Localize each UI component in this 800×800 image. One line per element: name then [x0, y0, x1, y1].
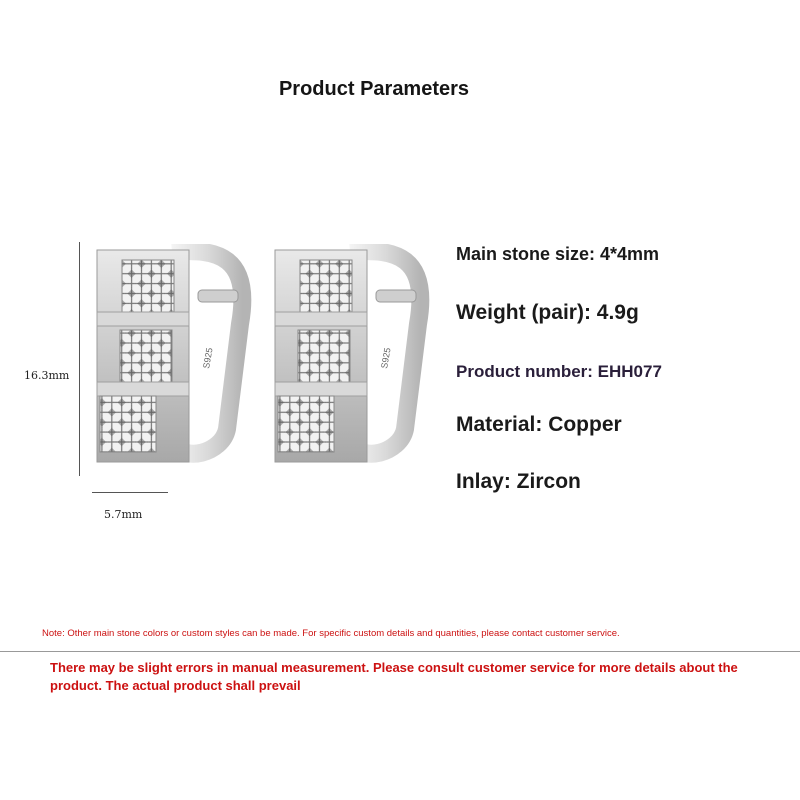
- width-dimension-label: 5.7mm: [104, 508, 143, 521]
- earring-right-image: [270, 244, 430, 474]
- page-title: Product Parameters: [278, 78, 470, 100]
- param-main-stone-size: Main stone size: 4*4mm: [456, 244, 660, 264]
- divider: [0, 651, 800, 652]
- width-dimension-line: [92, 492, 168, 493]
- param-product-number: Product number: EHH077: [456, 362, 662, 381]
- height-dimension-label: 16.3mm: [24, 369, 70, 382]
- earring-left-image: [92, 244, 252, 474]
- svg-text:S925: S925: [379, 346, 393, 370]
- svg-text:S925: S925: [201, 346, 215, 370]
- height-dimension-line: [79, 242, 80, 476]
- param-material: Material: Copper: [456, 413, 622, 436]
- custom-note: Note: Other main stone colors or custom styles can be made. For specific custom details and quantities, please contact customer service.: [42, 628, 620, 639]
- param-weight: Weight (pair): 4.9g: [456, 301, 639, 324]
- param-inlay: Inlay: Zircon: [456, 470, 581, 493]
- measurement-disclaimer: There may be slight errors in manual measurement. Please consult customer service for more details about the product. The actual product shall prevail: [50, 660, 738, 693]
